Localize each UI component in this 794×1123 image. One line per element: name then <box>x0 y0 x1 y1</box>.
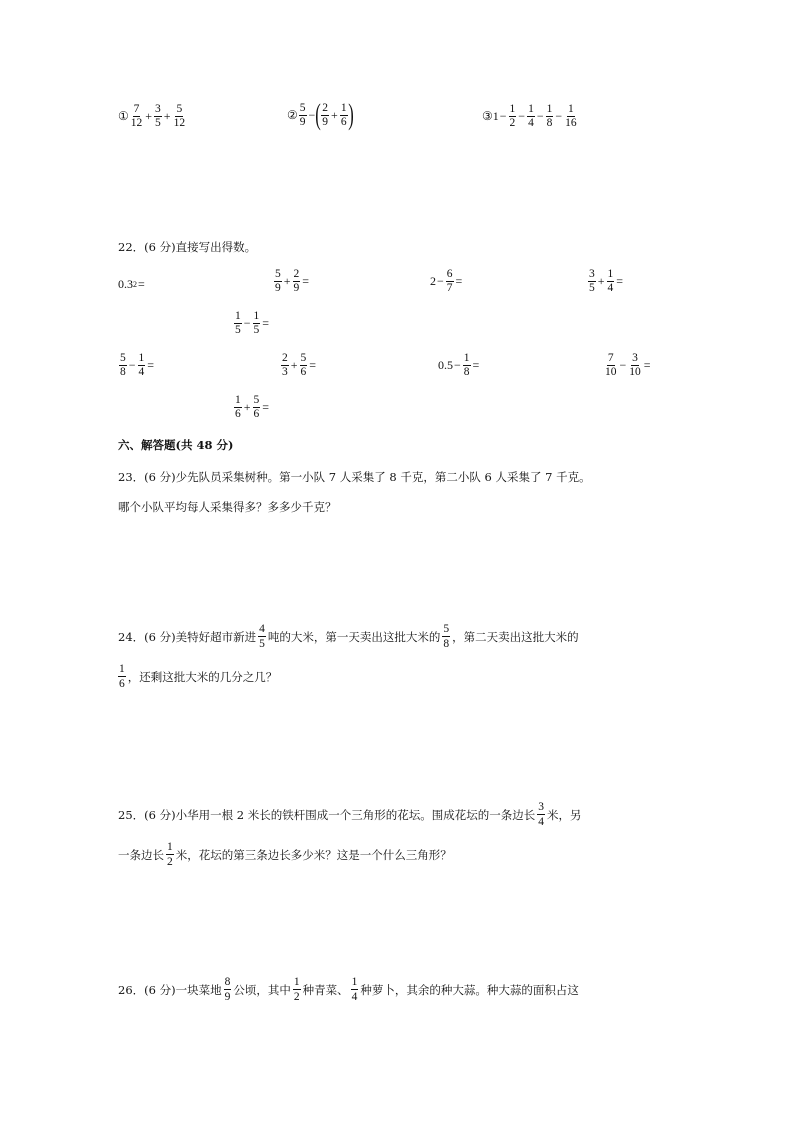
operator: − <box>555 109 563 123</box>
equals: = <box>302 274 310 288</box>
operator: + <box>163 109 171 123</box>
operator: + <box>243 400 251 414</box>
question-23-line-2: 哪个小队平均每人采集得多？多多少千克？ <box>118 500 337 514</box>
question-text: 米，另 <box>546 807 582 822</box>
fraction: $\frac{4}{5}$ <box>259 623 265 650</box>
operator: + <box>283 274 291 288</box>
fraction: $\frac{1}{5}$ <box>253 310 260 336</box>
operator: + <box>145 109 153 123</box>
operator: − <box>308 107 316 122</box>
fraction: $\frac{1}{4}$ <box>528 103 534 129</box>
question-text: 少先队员采集树种。第一小队 7 人采集了 8 千克，第二小队 6 人采集了 7 千克。 <box>175 470 591 484</box>
question-25-line-1 <box>118 800 581 829</box>
question-text: ，还剩这批大米的几分之几？ <box>127 669 278 684</box>
section-heading: 六、解答题(共 48 分) <box>118 438 234 452</box>
fraction: $\frac{3}{4}$ <box>538 801 544 828</box>
question-score: (6 分) <box>144 982 176 997</box>
mental-item-10 <box>233 394 270 421</box>
question-24-line-2 <box>118 662 277 691</box>
operator: − <box>619 358 627 372</box>
fraction: $\frac{5}{8}$ <box>443 623 450 650</box>
question-number: 23． <box>118 470 145 484</box>
fraction: $\frac{1}{2}$ <box>509 103 516 129</box>
calc-item-1 <box>118 103 187 130</box>
fraction: $\frac{5}{8}$ <box>120 352 126 378</box>
mental-item-8 <box>438 352 480 379</box>
fraction: $\frac{6}{7}$ <box>446 268 453 294</box>
fraction: $\frac{2}{9}$ <box>322 101 329 128</box>
fraction: $\frac{5}{9}$ <box>275 268 281 294</box>
fraction: $\frac{1}{8}$ <box>546 103 553 129</box>
fraction: $\frac{8}{9}$ <box>224 976 231 1003</box>
mental-item-9 <box>603 352 652 379</box>
question-text: 种青菜、 <box>302 982 349 997</box>
fraction: $\frac{1}{16}$ <box>565 103 577 129</box>
calc-item-2 <box>287 100 353 130</box>
question-number: 24． <box>118 629 145 644</box>
question-25-line-2 <box>118 840 452 869</box>
fraction: $\frac{1}{5}$ <box>235 310 241 336</box>
mental-item-3 <box>430 268 463 295</box>
fraction: $\frac{3}{5}$ <box>155 103 161 129</box>
equals: = <box>472 358 480 372</box>
operator: − <box>499 109 507 123</box>
question-number: 25． <box>118 807 145 822</box>
equals: = <box>455 274 463 288</box>
question-text: ，第二天卖出这批大米的 <box>452 629 579 644</box>
question-score: (6 分) <box>144 240 176 254</box>
leading-number: 2 <box>430 274 436 288</box>
question-22-heading <box>118 240 256 254</box>
fraction: $\frac{5}{12}$ <box>173 103 186 129</box>
fraction: $\frac{1}{6}$ <box>119 663 125 690</box>
fraction: $\frac{1}{4}$ <box>138 352 145 378</box>
question-24-line-1 <box>118 622 579 651</box>
operator: − <box>536 109 544 123</box>
question-text: 直接写出得数。 <box>175 240 257 254</box>
question-score: (6 分) <box>144 629 176 644</box>
fraction: $\frac{3}{5}$ <box>589 268 595 294</box>
question-score: (6 分) <box>144 470 176 484</box>
operator: + <box>290 358 298 372</box>
fraction: $\frac{2}{9}$ <box>293 268 300 294</box>
question-score: (6 分) <box>144 807 176 822</box>
question-text: 一条边长 <box>118 847 164 862</box>
item-marker: ② <box>287 107 298 122</box>
operator: − <box>454 358 461 372</box>
mental-item-6 <box>118 352 155 379</box>
fraction: $\frac{1}{2}$ <box>293 976 300 1003</box>
fraction: $\frac{1}{6}$ <box>340 101 347 128</box>
equals: = <box>616 274 624 288</box>
operator: − <box>128 358 136 372</box>
item-marker: ③ <box>482 109 493 123</box>
calc-item-3 <box>482 103 579 130</box>
question-text: 吨的大米，第一天卖出这批大米的 <box>267 629 441 644</box>
equals: = <box>147 358 155 372</box>
equals: = <box>262 400 270 414</box>
fraction: $\frac{2}{3}$ <box>282 352 288 378</box>
operator: + <box>331 107 338 122</box>
mental-item-4 <box>587 268 624 295</box>
question-text: 小华用一根 2 米长的铁杆围成一个三角形的花坛。围成花坛的一条边长 <box>175 807 536 822</box>
equals: = <box>643 358 651 372</box>
fraction: $\frac{1}{6}$ <box>235 394 241 420</box>
question-text: 一块菜地 <box>175 982 222 997</box>
fraction: $\frac{1}{8}$ <box>463 352 470 378</box>
question-text: 种萝卜，其余的种大蒜。种大蒜的面积占这 <box>360 982 579 997</box>
right-paren: ) <box>347 98 354 131</box>
fraction: $\frac{5}{9}$ <box>299 101 306 128</box>
fraction: $\frac{7}{12}$ <box>130 103 143 129</box>
item-marker: ① <box>118 109 129 123</box>
fraction: $\frac{5}{6}$ <box>253 394 260 420</box>
fraction: $\frac{7}{10}$ <box>605 352 617 378</box>
question-number: 26． <box>118 982 145 997</box>
exponent: 2 <box>133 280 137 289</box>
fraction: $\frac{5}{6}$ <box>300 352 307 378</box>
question-text: 美特好超市新进 <box>175 629 257 644</box>
question-26-line-1 <box>118 975 579 1004</box>
base: 0.3 <box>118 277 133 291</box>
left-paren: ( <box>315 98 322 131</box>
fraction: $\frac{3}{10}$ <box>629 352 641 378</box>
question-text: 公顷，其中 <box>233 982 291 997</box>
equals: = <box>138 277 145 291</box>
fraction: $\frac{1}{2}$ <box>167 841 173 868</box>
fraction: $\frac{1}{4}$ <box>607 268 614 294</box>
mental-item-2 <box>273 268 310 295</box>
fraction: $\frac{1}{4}$ <box>351 976 358 1003</box>
operator: − <box>243 316 251 330</box>
question-text: 米，花坛的第三条边长多少米？这是一个什么三角形？ <box>175 847 452 862</box>
operator: − <box>518 109 526 123</box>
leading-number: 0.5 <box>438 358 453 372</box>
question-23-line-1 <box>118 470 591 484</box>
leading-number: 1 <box>492 109 499 123</box>
mental-item-1 <box>118 277 146 292</box>
operator: + <box>597 274 605 288</box>
mental-item-5 <box>233 310 270 337</box>
operator: − <box>437 274 444 288</box>
equals: = <box>309 358 317 372</box>
mental-item-7 <box>280 352 317 379</box>
equals: = <box>262 316 270 330</box>
question-number: 22． <box>118 240 145 254</box>
